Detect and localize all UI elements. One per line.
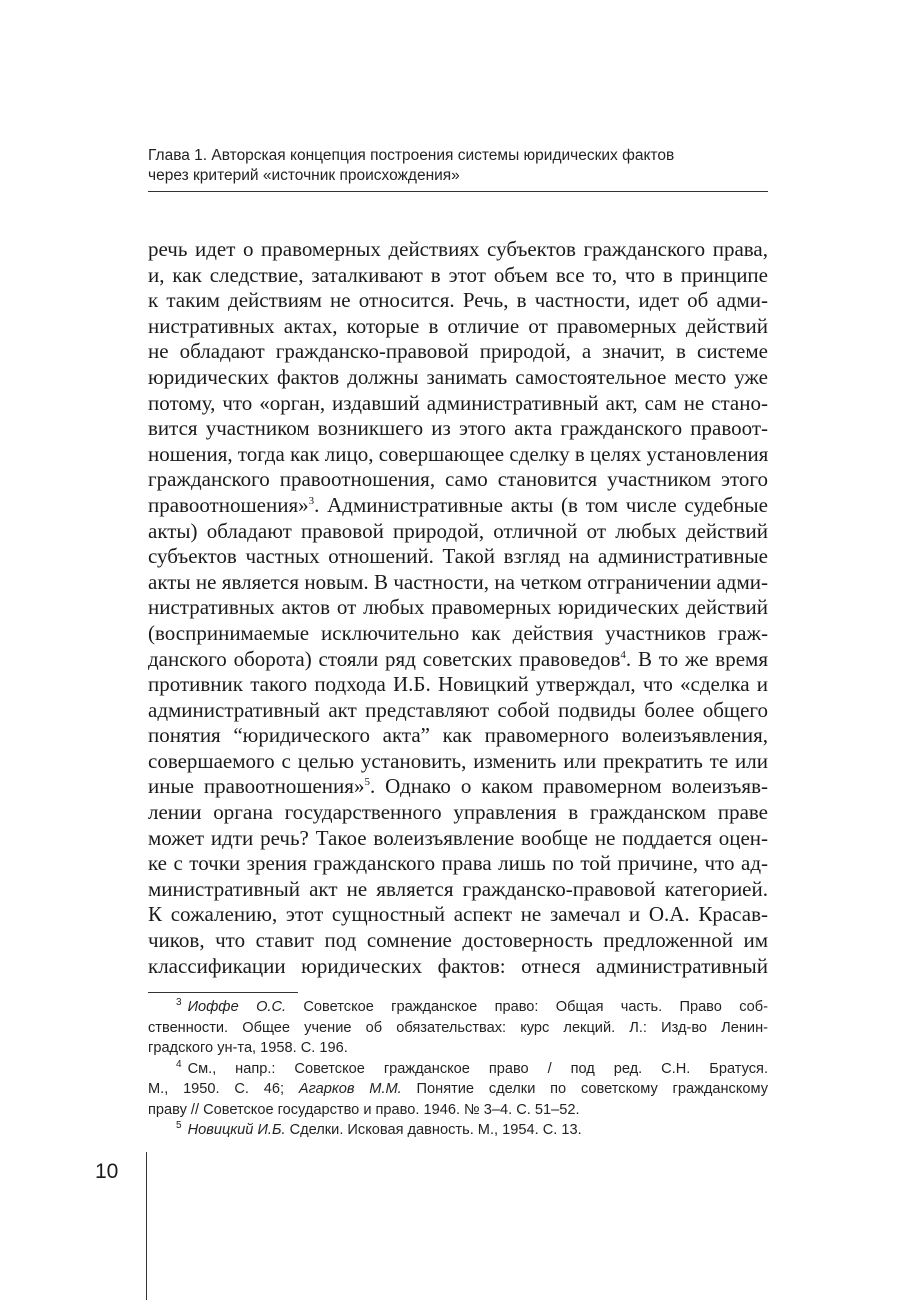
footnote-number: 5 xyxy=(176,1120,182,1132)
text-line: может идти речь? Такое волеизъявление вообще не поддается оцен- xyxy=(148,825,768,850)
text-fragment: данского оборота) стояли ряд советских правоведов xyxy=(148,646,621,671)
header-rule xyxy=(148,191,768,192)
page-number: 10 xyxy=(95,1160,119,1183)
footnote-5-line xyxy=(148,1120,768,1141)
text-line: (воспринимаемые исключительно как действия участников граж- xyxy=(148,620,768,645)
footnote-author: Новицкий И.Б. xyxy=(187,1122,286,1138)
footnote-4-line: праву // Советское государство и право. 1946. № 3–4. С. 51–52. xyxy=(148,1101,580,1118)
footnote-ref-5[interactable]: 5 xyxy=(364,776,370,789)
text-line xyxy=(148,774,768,800)
text-line: акты не является новым. В частности, на четком отграничении адми- xyxy=(148,569,768,594)
text-line: лении органа государственного управления в гражданском праве xyxy=(148,800,768,825)
text-line: акты) обладают правовой природой, отличной от любых действий xyxy=(148,518,768,543)
footnote-number: 3 xyxy=(176,997,182,1009)
text-line xyxy=(148,493,768,519)
footnote-4-line xyxy=(148,1059,768,1080)
text-fragment: . Административные акты (в том числе судебные xyxy=(314,492,768,517)
footnote-text: М., 1950. С. 46; xyxy=(148,1081,299,1097)
running-head xyxy=(148,146,768,186)
footnote-3-line xyxy=(148,997,768,1018)
text-fragment: иные правоотношения» xyxy=(148,774,365,799)
page-number-rule xyxy=(146,1152,147,1300)
text-line: речь идет о правомерных действиях субъектов гражданского права, xyxy=(148,237,768,261)
running-head-line-2: через критерий «источник происхождения» xyxy=(148,167,460,184)
footnote-author: Иоффе О.С. xyxy=(187,999,287,1015)
running-head-line-1: Глава 1. Авторская концепция построения системы юридических фактов xyxy=(148,147,675,164)
text-fragment: . В то же время xyxy=(625,646,768,671)
footnote-text: См., напр.: Советское гражданское право / под ред. С.Н. Братуся. xyxy=(187,1060,768,1077)
text-fragment: правоотношения» xyxy=(148,492,309,517)
footnote-ref-3[interactable]: 3 xyxy=(308,494,315,507)
text-line: потому, что «орган, издавший административный акт, сам не стано- xyxy=(148,390,768,415)
text-line: К сожалению, этот сущностный аспект не замечал и О.А. Красав- xyxy=(148,902,768,927)
text-line: и, как следствие, заталкивают в этот объем все то, что в принципе xyxy=(148,262,768,287)
footnote-author: Агарков М.М. xyxy=(298,1081,402,1097)
text-line: не обладают гражданско-правовой природой, а значит, в системе xyxy=(148,339,768,364)
footnote-rule xyxy=(148,992,298,993)
text-line: противник такого подхода И.Б. Новицкий утверждал, что «сделка и xyxy=(148,672,768,697)
text-line: к таким действиям не относится. Речь, в частности, идет об адми- xyxy=(148,288,768,313)
text-line: гражданского правоотношения, само становится участником этого xyxy=(148,467,768,492)
main-text xyxy=(148,237,768,979)
footnote-3-line: ственности. Общее учение об обязательствах: курс лекций. Л.: Изд-во Ленин- xyxy=(148,1019,768,1036)
text-fragment: . Однако о каком правомерном волеизъяв- xyxy=(369,774,768,799)
text-line: нистративных актах, которые в отличие от правомерных действий xyxy=(148,313,768,338)
text-line: ке с точки зрения гражданского права лишь по той причине, что ад- xyxy=(148,851,768,876)
footnote-text: Сделки. Исковая давность. М., 1954. С. 13. xyxy=(285,1122,582,1138)
footnote-text: Понятие сделки по советскому гражданскому xyxy=(401,1081,769,1097)
text-line: ношения, тогда как лицо, совершающее сделку в целях установления xyxy=(148,441,769,466)
text-line: административный акт представляют собой подвиды более общего xyxy=(148,697,768,722)
text-line: министративный акт не является гражданско-правовой категорией. xyxy=(148,876,768,901)
text-line xyxy=(148,647,768,673)
text-line: классификации юридических фактов: отнеся административный xyxy=(148,953,768,978)
text-line: вится участником возникшего из этого акта гражданского правоот- xyxy=(148,416,768,441)
footnotes xyxy=(148,997,768,1141)
footnote-number: 4 xyxy=(176,1058,182,1070)
footnote-4-line xyxy=(148,1079,768,1100)
text-line: совершаемого с целью установить, изменить или прекратить те или xyxy=(148,748,768,773)
text-line: чиков, что ставит под сомнение достоверность предложенной им xyxy=(148,928,768,953)
footnote-3-line: градского ун-та, 1958. С. 196. xyxy=(148,1040,348,1056)
text-line: юридических фактов должны занимать самостоятельное место уже xyxy=(148,364,768,389)
footnote-ref-4[interactable]: 4 xyxy=(620,648,626,661)
text-line: субъектов частных отношений. Такой взгляд на административные xyxy=(148,544,768,569)
text-line: нистративных актов от любых правомерных юридических действий xyxy=(148,595,768,620)
text-line: понятия “юридического акта” как правомерного волеизъявления, xyxy=(148,723,768,748)
footnote-text: Советское гражданское право: Общая часть. Право соб- xyxy=(286,999,768,1015)
